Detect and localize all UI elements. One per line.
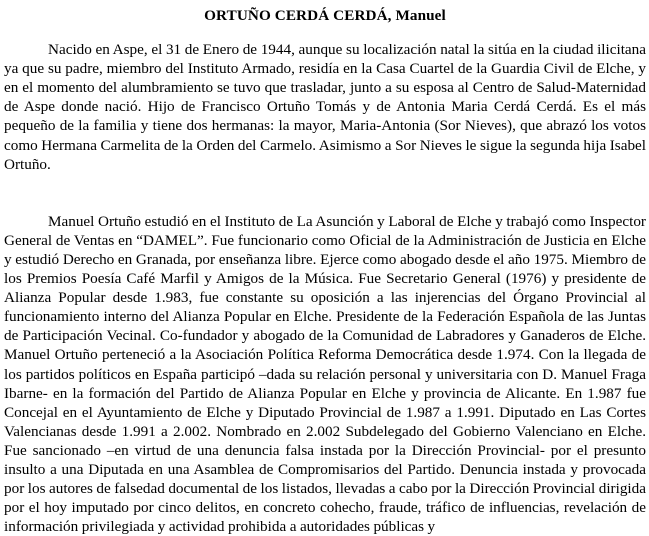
document-page	[4, 0, 646, 536]
document-title: ORTUÑO CERDÁ CERDÁ, Manuel	[204, 7, 446, 24]
paragraph-spacer	[4, 174, 646, 212]
biography-paragraph-birth: Nacido en Aspe, el 31 de Enero de 1944, aunque su localización natal la sitúa en la ciudad ilicitana ya que su padre, miembro del Instituto Armado, residía en la Casa Cuartel de la Guardia Civil de Elche, y en el momento del alumbramiento se tuvo que trasladar, junto a su esposa al Centro de Salud-Maternidad de Aspe donde nació. Hijo de Francisco Ortuño Tomás y de Antonia Maria Cerdá Cerdá. Es el más pequeño de la familia y tiene dos hermanas: la mayor, Maria-Antonia (Sor Nieves), que abrazó los votos como Hermana Carmelita de la Orden del Carmelo. Asimismo a Sor Nieves le sigue la segunda hija Isabel Ortuño.	[4, 41, 646, 173]
biography-paragraph-career: Manuel Ortuño estudió en el Instituto de La Asunción y Laboral de Elche y trabajó como Inspector General de Ventas en “DAMEL”. Fue funcionario como Oficial de la Administración de Justicia en Elche y estudió Derecho en Granada, por enseñanza libre. Ejerce como abogado desde el año 1975. Miembro de los Premios Poesía Café Marfil y Amigos de la Música. Fue Secretario General (1976) y presidente de Alianza Popular desde 1.983, fue constante su oposición a las injerencias del Órgano Provincial al funcionamiento interno del Alianza Popular en Elche. Presidente de la Federación Española de las Juntas de Participación Vecinal. Co-fundador y abogado de la Comunidad de Labradores y Ganaderos de Elche. Manuel Ortuño perteneció a la Asociación Política Reforma Democrática desde 1.974. Con la llegada de los partidos políticos en España participó –dada su relación personal y universitaria con D. Manuel Fraga Ibarne- en la formación del Partido de Alianza Popular en Elche y provincia de Alicante. En 1.987 fue Concejal en el Ayuntamiento de Elche y Diputado Provincial de 1.987 a 1.991. Diputado en Las Cortes Valencianas desde 1.991 a 2.002. Nombrado en 2.002 Subdelegado del Gobierno Valenciano en Elche. Fue sancionado –en virtud de una denuncia falsa instada por la Dirección Provincial- por el presunto insulto a una Diputada en una Asamblea de Compromisarios del Partido. Denuncia instada y provocada por los autores de falsedad documental de los listados, llevadas a cabo por la Dirección Provincial dirigida por el hoy imputado por cinco delitos, en concreto cohecho, fraude, tráfico de influencias, revelación de información privilegiada y actividad prohibida a autoridades públicas y	[4, 212, 646, 536]
